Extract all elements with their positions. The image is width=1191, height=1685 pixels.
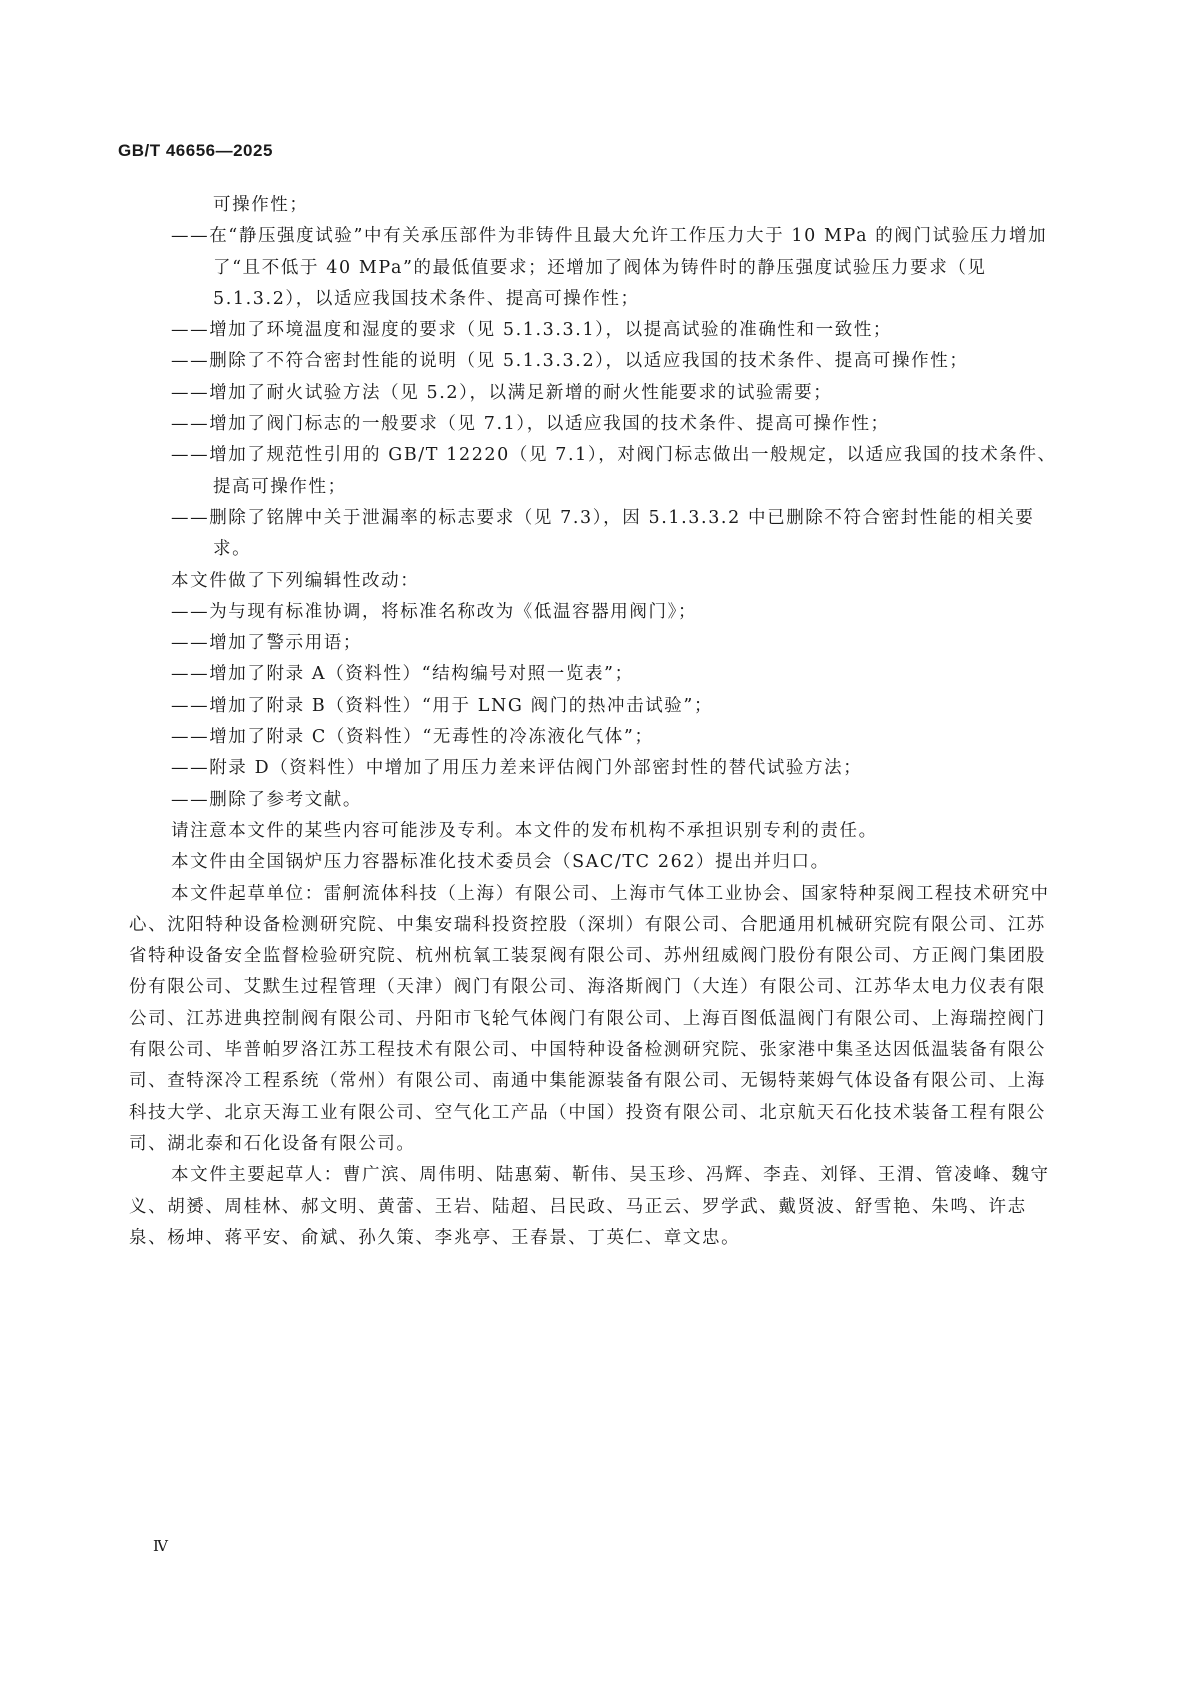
editorial-item: ——增加了附录 C（资料性）“无毒性的冷冻液化气体”； xyxy=(171,727,654,748)
change-item: ——删除了铭牌中关于泄漏率的标志要求（见 7.3），因 5.1.3.3.2 中已删除不符合密封性能的相关要求。 xyxy=(171,507,1035,560)
document-code: GB/T 46656—2025 xyxy=(118,141,273,160)
drafting-units: 本文件起草单位：雷舸流体科技（上海）有限公司、上海市气体工业协会、国家特种泵阀工程技术研究中心、沈阳特种设备检测研究院、中集安瑞科投资控股（深圳）有限公司、合肥通用机械研究院有限公司、江苏省特种设备安全监督检验研究院、杭州杭氧工装泵阀有限公司、苏州纽威阀门股份有限公司、方正阀门集团股份有限公司、艾默生过程管理（天津）阀门有限公司、海洛斯阀门（大连）有限公司、江苏华太电力仪表有限公司、江苏进典控制阀有限公司、丹阳市飞轮气体阀门有限公司、上海百图低温阀门有限公司、上海瑞控阀门有限公司、毕普帕罗洛江苏工程技术有限公司、中国特种设备检测研究院、张家港中集圣达因低温装备有限公司、查特深冷工程系统（常州）有限公司、南通中集能源装备有限公司、无锡特莱姆气体设备有限公司、上海科技大学、北京天海工业有限公司、空气化工产品（中国）投资有限公司、北京航天石化技术装备工程有限公司、湖北泰和石化设备有限公司。 xyxy=(129,883,1050,1154)
change-item: ——增加了环境温度和湿度的要求（见 5.1.3.3.1），以提高试验的准确性和一致性； xyxy=(171,320,893,341)
page-number: Ⅳ xyxy=(153,1539,168,1555)
change-item: ——删除了不符合密封性能的说明（见 5.1.3.3.2），以适应我国的技术条件、提高可操作性； xyxy=(171,351,969,372)
change-item: ——增加了阀门标志的一般要求（见 7.1），以适应我国的技术条件、提高可操作性； xyxy=(171,414,890,435)
change-item: ——在“静压强度试验”中有关承压部件为非铸件且最大允许工作压力大于 10 MPa 的阀门试验压力增加了“且不低于 40 MPa”的最低值要求；还增加了阀体为铸件时的静压强度试验压力要求（见 5.1.3.2），以适应我国技术条件、提高可操作性； xyxy=(171,226,1048,309)
change-item: ——增加了规范性引用的 GB/T 12220（见 7.1），对阀门标志做出一般规定，以适应我国的技术条件、提高可操作性； xyxy=(171,445,1057,497)
editorial-item: ——增加了附录 B（资料性）“用于 LNG 阀门的热冲击试验”； xyxy=(171,695,714,716)
editorial-item: ——增加了附录 A（资料性）“结构编号对照一览表”； xyxy=(171,664,634,685)
proposed-by: 本文件由全国锅炉压力容器标准化技术委员会（SAC/TC 262）提出并归口。 xyxy=(171,852,830,873)
editorial-intro: 本文件做了下列编辑性改动： xyxy=(171,570,420,591)
change-item: ——增加了耐火试验方法（见 5.2），以满足新增的耐火性能要求的试验需要； xyxy=(171,382,833,403)
foreword-body xyxy=(129,190,1063,1254)
editorial-item: ——删除了参考文献。 xyxy=(171,789,362,810)
main-drafters: 本文件主要起草人：曹广滨、周伟明、陆惠菊、靳伟、吴玉珍、冯辉、李垚、刘铎、王渭、管凌峰、魏守义、胡赟、周桂林、郝文明、黄蕾、王岩、陆超、吕民政、马正云、罗学武、戴贤波、舒雪艳、朱鸣、许志泉、杨坤、蒋平安、俞斌、孙久策、李兆亭、王春景、丁英仁、章文忠。 xyxy=(129,1165,1050,1248)
editorial-item: ——增加了警示用语； xyxy=(171,633,362,654)
editorial-item: ——附录 D（资料性）中增加了用压力差来评估阀门外部密封性的替代试验方法； xyxy=(171,758,863,779)
patent-notice: 请注意本文件的某些内容可能涉及专利。本文件的发布机构不承担识别专利的责任。 xyxy=(171,820,878,841)
editorial-item: ——为与现有标准协调，将标准名称改为《低温容器用阀门》； xyxy=(171,601,698,622)
change-item-continuation: 可操作性； xyxy=(213,195,309,215)
